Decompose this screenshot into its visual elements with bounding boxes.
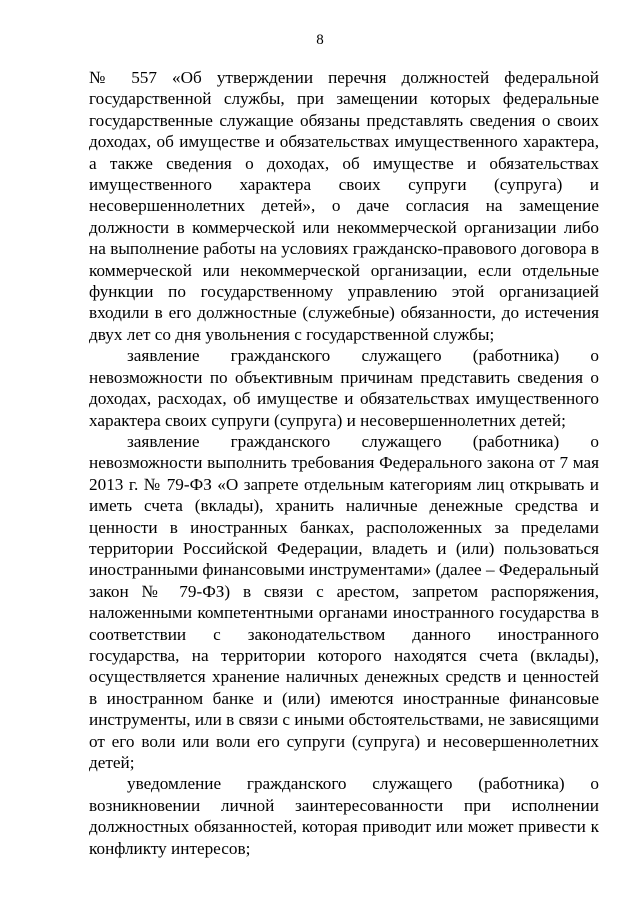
paragraph-income-statement-impossibility: заявление гражданского служащего (работника) о невозможности по объективным причинам представить сведения о доходах, расходах, об имуществе и обязательствах имущественного характера своих супруги (супруга) и несовершеннолетних детей; xyxy=(89,346,599,430)
document-body xyxy=(89,67,599,859)
paragraph-conflict-of-interest-notice: уведомление гражданского служащего (работника) о возникновении личной заинтересованности при исполнении должностных обязанностей, которая приводит или может привести к конфликту интересов; xyxy=(89,774,599,858)
paragraph-federal-law-79-impossibility: заявление гражданского служащего (работника) о невозможности выполнить требования Федерального закона от 7 мая 2013 г. № 79-ФЗ «О запрете отдельным категориям лиц открывать и иметь счета (вклады), хранить наличные денежные средства и ценности в иностранных банках, расположенных за пределами территории Российской Федерации, владеть и (или) пользоваться иностранными финансовыми инструментами» (далее – Федеральный закон № 79-ФЗ) в связи с арестом, запретом распоряжения, наложенными компетентными органами иностранного государства в соответствии с законодательством данного иностранного государства, на территории которого находятся счета (вклады), осуществляется хранение наличных денежных средств и ценностей в иностранном банке и (или) имеются иностранные финансовые инструменты, или в связи с иными обстоятельствами, не зависящими от его воли или воли его супруги (супруга) и несовершеннолетних детей; xyxy=(89,431,599,772)
page-number: 8 xyxy=(316,32,324,48)
paragraph-decree-557-continuation: № 557 «Об утверждении перечня должностей федеральной государственной службы, при замещении которых федеральные государственные служащие обязаны представлять сведения о своих доходах, об имуществе и обязательствах имущественного характера, а также сведения о доходах, об имуществе и обязательствах имущественного характера своих супруги (супруга) и несовершеннолетних детей», о даче согласия на замещение должности в коммерческой или некоммерческой организации либо на выполнение работы на условиях гражданско-правового договора в коммерческой или некоммерческой организации, если отдельные функции по государственному управлению этой организацией входили в его должностные (служебные) обязанности, до истечения двух лет со дня увольнения с государственной службы; xyxy=(89,68,599,344)
